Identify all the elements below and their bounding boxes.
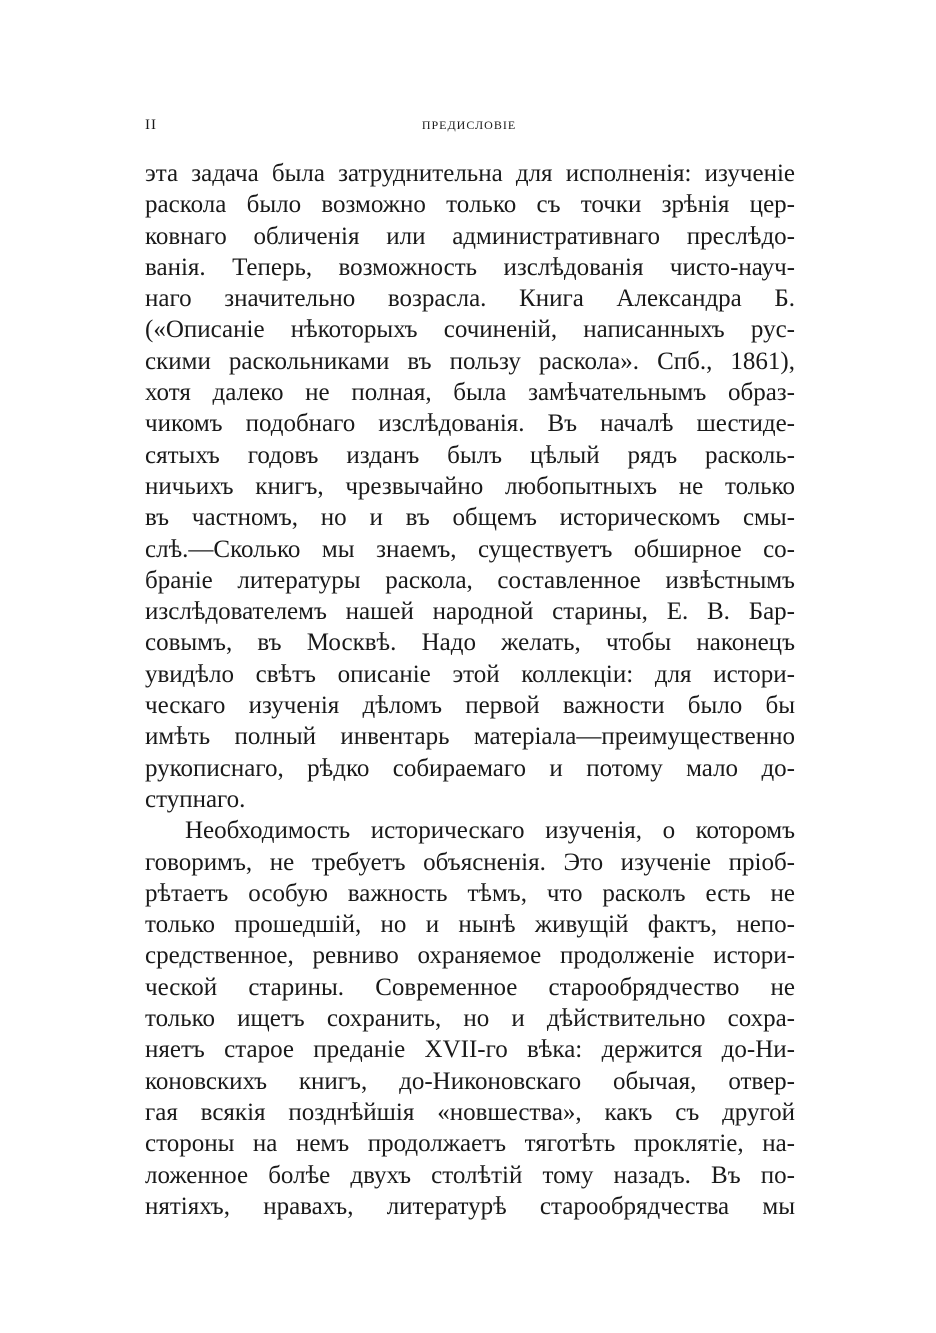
running-title: ПРЕДИСЛОВІЕ [421, 118, 517, 132]
text-line: ложенное болѣе двухъ столѣтій тому назадъ. Въ по- [145, 1161, 795, 1189]
text-line: ничьихъ книгъ, чрезвычайно любопытныхъ не только [145, 472, 795, 500]
text-line: слѣ.—Сколько мы знаемъ, существуетъ обширное со- [145, 535, 795, 563]
text-line: ковнаго обличенія или административнаго преслѣдо- [145, 222, 795, 250]
paragraph-first-line: Необходимость историческаго изученія, о которомъ [185, 817, 795, 845]
text-line: наго значительно возрасла. Книга Александра Б. [145, 285, 795, 313]
text-line: ческой старины. Современное старообрядчество не [145, 973, 795, 1001]
text-line: коновскихъ книгъ, до-Никоновскаго обычая, отвер- [145, 1067, 795, 1095]
page-number: II [145, 117, 157, 133]
text-line: рѣтаетъ особую важность тѣмъ, что расколъ есть не [145, 879, 795, 907]
text-line: рукописнаго, рѣдко собираемаго и потому мало до- [145, 754, 795, 782]
text-line: («Описаніе нѣкоторыхъ сочиненій, написанныхъ рус- [145, 316, 795, 344]
text-line: раскола было возможно только съ точки зрѣнія цер- [145, 191, 795, 219]
running-head [145, 117, 793, 137]
paragraph-end-line: ступнаго. [145, 785, 246, 813]
text-line: нятіяхъ, нравахъ, литературѣ старообрядчества мы [145, 1192, 795, 1220]
text-line: скими раскольниками въ пользу раскола». Спб., 1861), [145, 347, 795, 375]
text-line: увидѣло свѣтъ описаніе этой коллекціи: для истори- [145, 660, 795, 688]
text-line: стороны на немъ продолжаетъ тяготѣть проклятіе, на- [145, 1130, 795, 1158]
body-text [145, 158, 795, 1222]
text-line: средственное, ревниво охраняемое продолженіе истори- [145, 942, 795, 970]
text-line: сятыхъ годовъ изданъ былъ цѣлый рядъ расколь- [145, 441, 795, 469]
text-line: чикомъ подобнаго изслѣдованія. Въ началѣ шестиде- [145, 410, 795, 438]
text-line: эта задача была затруднительна для исполненія: изученіе [145, 160, 795, 187]
text-line: няетъ старое преданіе XVII-го вѣка: держится до-Ни- [145, 1036, 795, 1064]
text-line: хотя далеко не полная, была замѣчательнымъ образ- [145, 379, 795, 407]
text-line: въ частномъ, но и въ общемъ историческомъ смы- [145, 504, 795, 532]
text-line: гая всякія позднѣйшія «новшества», какъ съ другой [145, 1098, 795, 1126]
text-line: говоримъ, не требуетъ объясненія. Это изученіе пріоб- [145, 848, 795, 876]
text-line: браніе литературы раскола, составленное извѣстнымъ [145, 566, 795, 594]
text-line: ванія. Теперь, возможность изслѣдованія чисто-науч- [145, 253, 795, 281]
text-line: имѣть полный инвентарь матеріала—преимущественно [145, 723, 795, 751]
text-line: изслѣдователемъ нашей народной старины, Е. В. Бар- [145, 598, 795, 626]
text-line: совымъ, въ Москвѣ. Надо желать, чтобы наконецъ [145, 629, 795, 657]
text-line: ческаго изученія дѣломъ первой важности было бы [145, 692, 795, 720]
text-line: только ищетъ сохранить, но и дѣйствительно сохра- [145, 1005, 795, 1033]
text-line: только прошедшій, но и нынѣ живущій фактъ, непо- [145, 911, 795, 939]
